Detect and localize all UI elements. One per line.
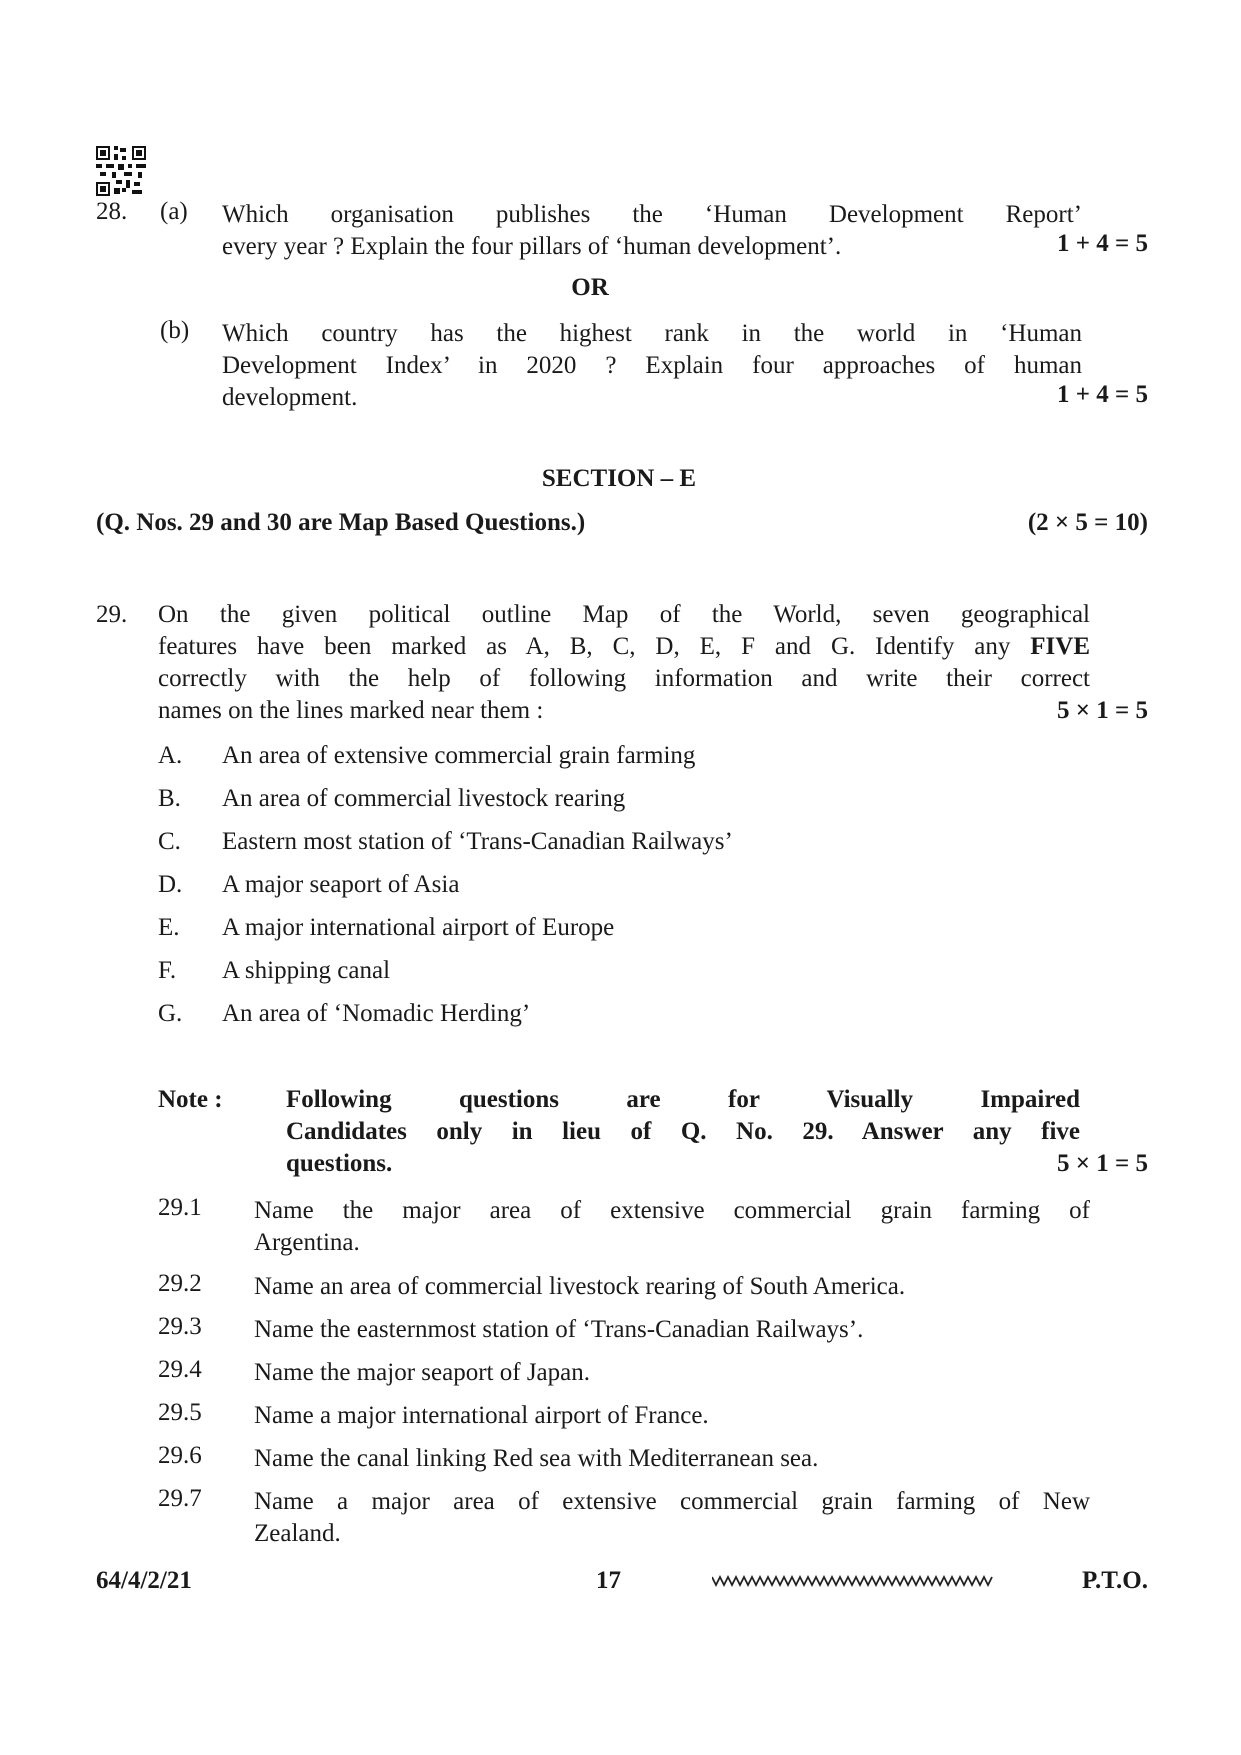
marks: 1 + 4 = 5 — [1057, 230, 1148, 257]
option-label: C. — [158, 828, 181, 855]
option-text: A major international airport of Europe — [222, 914, 615, 941]
vi-question-number: 29.7 — [158, 1485, 202, 1512]
marks: (2 × 5 = 10) — [1027, 509, 1148, 536]
option-label: B. — [158, 785, 181, 812]
pto-label: P.T.O. — [1082, 1567, 1148, 1594]
page-number: 17 — [596, 1567, 621, 1594]
option-text: An area of ‘Nomadic Herding’ — [222, 1000, 531, 1027]
option-label: F. — [158, 957, 177, 984]
question-text: Development Index’ in 2020 ? Explain four approaches of human — [222, 352, 1082, 379]
vi-question-number: 29.4 — [158, 1356, 202, 1383]
marks: 5 × 1 = 5 — [1057, 1150, 1148, 1177]
wavy-line-decoration — [712, 1574, 996, 1588]
vi-question-text: Name the major seaport of Japan. — [254, 1359, 590, 1386]
vi-question-text: Name a major international airport of France. — [254, 1402, 709, 1429]
marks: 5 × 1 = 5 — [1057, 697, 1148, 724]
vi-question-text: Name an area of commercial livestock rearing of South America. — [254, 1273, 906, 1300]
paper-code: 64/4/2/21 — [96, 1567, 192, 1594]
option-text: An area of extensive commercial grain farming — [222, 742, 696, 769]
option-text: A major seaport of Asia — [222, 871, 460, 898]
question-text: correctly with the help of following information and write their correct — [158, 665, 1090, 692]
or-separator: OR — [571, 274, 609, 301]
option-text: A shipping canal — [222, 957, 391, 984]
option-label: A. — [158, 742, 183, 769]
vi-question-text: Name the major area of extensive commercial grain farming of — [254, 1197, 1090, 1224]
vi-question-text: Name the canal linking Red sea with Mediterranean sea. — [254, 1445, 819, 1472]
question-text-part: features have been marked as A, B, C, D, E, F and G. Identify any — [158, 633, 1011, 660]
vi-question-number: 29.5 — [158, 1399, 202, 1426]
section-title: SECTION – E — [541, 465, 697, 492]
marks: 1 + 4 = 5 — [1057, 381, 1148, 408]
question-text: every year ? Explain the four pillars of ‘human development’. — [222, 233, 842, 260]
vi-question-number: 29.1 — [158, 1194, 202, 1221]
note-text: questions. — [286, 1150, 393, 1177]
question-text — [158, 633, 1090, 661]
vi-question-text: Name the easternmost station of ‘Trans-Canadian Railways’. — [254, 1316, 864, 1343]
question-number: 29. — [96, 601, 128, 628]
option-label: G. — [158, 1000, 183, 1027]
sub-question-label: (b) — [160, 317, 190, 344]
vi-question-number: 29.2 — [158, 1270, 202, 1297]
question-text: Which organisation publishes the ‘Human Development Report’ — [222, 201, 1082, 228]
question-text: names on the lines marked near them : — [158, 697, 544, 724]
section-instruction: (Q. Nos. 29 and 30 are Map Based Questions.) — [96, 509, 586, 536]
note-label: Note : — [158, 1086, 223, 1113]
note-text: Candidates only in lieu of Q. No. 29. Answer any five — [286, 1118, 1080, 1145]
sub-question-label: (a) — [160, 198, 188, 225]
option-text: An area of commercial livestock rearing — [222, 785, 626, 812]
question-text: development. — [222, 384, 358, 411]
qr-code — [96, 146, 146, 196]
vi-question-number: 29.6 — [158, 1442, 202, 1469]
emphasis: FIVE — [1030, 633, 1090, 660]
vi-question-text: Name a major area of extensive commercial grain farming of New — [254, 1488, 1090, 1515]
question-number: 28. — [96, 198, 128, 225]
question-text: On the given political outline Map of the World, seven geographical — [158, 601, 1090, 628]
vi-question-text: Zealand. — [254, 1520, 341, 1547]
option-label: E. — [158, 914, 180, 941]
note-text: Following questions are for Visually Impaired — [286, 1086, 1080, 1113]
option-label: D. — [158, 871, 183, 898]
vi-question-text: Argentina. — [254, 1229, 360, 1256]
vi-question-number: 29.3 — [158, 1313, 202, 1340]
question-text: Which country has the highest rank in the world in ‘Human — [222, 320, 1082, 347]
option-text: Eastern most station of ‘Trans-Canadian Railways’ — [222, 828, 733, 855]
